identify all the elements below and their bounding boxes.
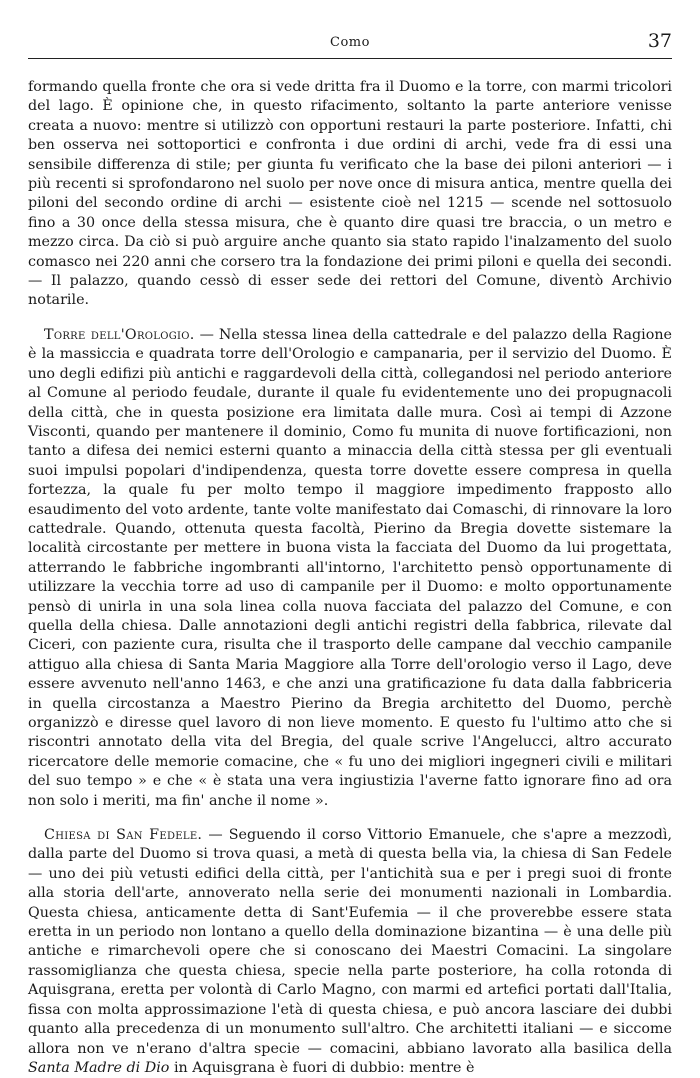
page-number: 37 (647, 30, 672, 52)
paragraph-san-fedele-text: — Seguendo il corso Vittorio Emanuele, che s'apre a mezzodì, dalla parte del Duomo si trova quasi, a metà di questa bella via, la chiesa di San Fedele — uno dei più vetusti edifici della città, per l'antichità sua e per i pregi suoi di fronte alla storia dell'arte, annoverato nella serie dei monumenti nazionali in Lombardia. Questa chiesa, anticamente detta di Sant'Eufemia — il che proverebbe essere stata eretta in un periodo non lontano a quello della dominazione bizantina — è una delle più antiche e rimarchevoli opere che si conoscano dei Maestri Comacini. La singolare rassomiglianza che questa chiesa, specie nella parte posteriore, ha colla rotonda di Aquisgrana, eretta per volontà di Carlo Magno, con marmi ed artefici portati dall'Italia, fissa con molta approssimazione l'età di questa chiesa, e può ancora lasciare dei dubbi quanto alla precedenza di un monumento sull'altro. Che architetti italiani — e siccome allora non ve n'erano d'altra specie — comacini, abbiano lavorato alla basilica della (28, 827, 673, 1057)
paragraph-san-fedele-end: in Aquisgrana è fuori di dubbio: mentre è (169, 1059, 475, 1076)
paragraph-palazzo: formando quella fronte che ora si vede dritta fra il Duomo e la torre, con marmi tricolori del lago. È opinione che, in questo rifacimento, soltanto la parte anteriore venisse creata a nuovo: mentre si utilizzò con opportuni restauri la parte posteriore. Infatti, chi ben osserva nei sottoportici e confronta i due ordini di archi, vede fra di essi una sensibile differenza di stile; per giunta fu verificato che la base dei piloni anteriori — i più recenti si sprofondarono nel suolo per nove once di misura antica, mentre quella dei piloni del secondo ordine di archi — esistente cioè nel 1215 — scende nel sottosuolo fino a 30 once della stessa misura, che è quanto dire quasi tre braccia, o un metro e mezzo circa. Da ciò si può arguire anche quanto sia stato rapido l'inalzamento del suolo comasco nei 220 anni che corsero tra la fondazione dei primi piloni e quella dei secondi. — Il palazzo, quando cessò di esser sede dei rettori del Comune, diventò Archivio notarile. (28, 79, 672, 309)
body-text (28, 78, 672, 1078)
paragraph-san-fedele (28, 826, 672, 1078)
running-header (28, 30, 672, 59)
italic-title: Santa Madre di Dio (28, 1059, 170, 1076)
paragraph-torre-orologio (28, 326, 672, 811)
running-title: Como (330, 35, 370, 50)
section-heading-san-fedele: Chiesa di San Fedele. (44, 827, 203, 844)
paragraph-torre-text: — Nella stessa linea della cattedrale e del palazzo della Ragione è la massiccia e quadrata torre dell'Orologio e campanaria, per il servizio del Duomo. È uno degli edifizi più antichi e raggardevoli della città, collegandosi nel periodo anteriore al Comune al periodo feudale, durante il quale fu evidentemente uno dei propugnacoli della città, che in questa posizione era limitata dalle mura. Così ai tempi di Azzone Visconti, quando per mantenere il dominio, Como fu munita di nuove fortificazioni, non tanto a difesa dei nemici esterni quanto a minaccia della città stessa per gli eventuali suoi impulsi popolari d'indipendenza, questa torre dovette essere compresa in quella fortezza, la quale fu per molto tempo il maggiore impedimento frapposto allo esaudimento del voto ardente, tante volte manifestato dai Comaschi, di rinnovare la loro cattedrale. Quando, ottenuta questa facoltà, Pierino da Bregia dovette sistemare la località circostante per mettere in buona vista la facciata del Duomo da lui progettata, atterrando le fabbriche ingombranti all'intorno, l'architetto pensò opportunamente di utilizzare la vecchia torre ad uso di campanile per il Duomo: e molto opportunamente pensò di unirla in una sola linea colla nuova facciata del palazzo del Comune, e con quella della chiesa. Dalle annotazioni degli antichi registri della fabbrica, rilevate dal Ciceri, con paziente cura, risulta che il trasporto delle campane dal vecchio campanile attiguo alla chiesa di Santa Maria Maggiore alla Torre dell'orologio verso il Lago, deve essere avvenuto nell'anno 1463, e che anzi una gratificazione fu data dalla fabbriceria in quella circostanza a Maestro Pierino da Bregia architetto del Duomo, perchè organizzò e diresse quel lavoro di non lieve momento. E questo fu l'ultimo atto che si riscontri annotato della vita del Bregia, del quale scrive l'Angelucci, altro accurato ricercatore delle memorie comacine, che « fu uno dei migliori ingegneri civili e militari del suo tempo » e che « è stata una vera ingiustizia l'averne fatto ignorare fino ad ora non solo i meriti, ma fin' anche il nome ». (28, 326, 672, 809)
section-heading-torre: Torre dell'Orologio. (44, 326, 195, 343)
